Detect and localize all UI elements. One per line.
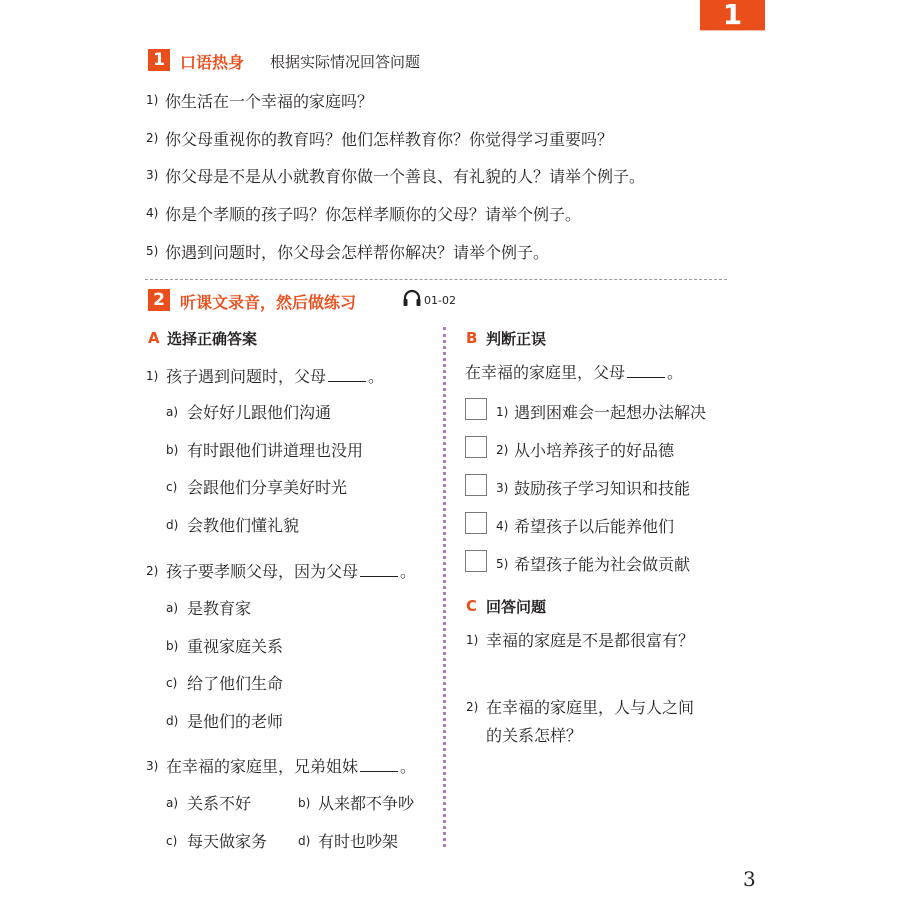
partA-q2-option-label: a) [166,601,179,615]
partB-checkbox[interactable] [465,512,487,534]
partA-q2-stem: 孩子要孝顺父母，因为父母 。 [166,562,417,581]
page-number: 3 [743,867,756,891]
partB-title: 判断正误 [486,330,547,348]
chapter-tab: 1 [700,0,765,30]
column-divider [443,327,446,847]
partB-item-number: 2) [496,443,509,457]
partA-q2-option-text: 重视家庭关系 [187,637,284,656]
partC-letter: C [466,597,478,615]
section1-number: 1 [148,49,170,71]
partA-q1-option-label: a) [166,405,179,419]
partB-item-number: 5) [496,557,509,571]
partA-q1-option-label: d) [166,518,179,532]
section1-subtitle: 根据实际情况回答问题 [270,53,421,71]
partA-q2-option-text: 是教育家 [187,599,252,618]
partA-q1-option-text: 会教他们懂礼貌 [187,516,300,535]
partB-checkbox[interactable] [465,550,487,572]
partB-item-text: 从小培养孩子的好品德 [514,441,675,460]
partA-q2-number: 2) [146,564,159,578]
partA-q1-option-text: 会跟他们分享美好时光 [187,478,348,497]
s1-q3-text: 你父母是不是从小就教育你做一个善良、有礼貌的人？请举个例子。 [165,167,646,186]
partB-item-text: 遇到困难会一起想办法解决 [514,403,707,422]
partA-q1-option-text: 有时跟他们讲道理也没用 [187,441,364,460]
partA-q1-number: 1) [146,369,159,383]
partB-item-number: 3) [496,481,509,495]
partA-letter: A [148,329,160,347]
s1-q1-number: 1) [146,93,159,107]
partA-q3-option-text: 从来都不争吵 [318,794,415,813]
partB-item-text: 希望孩子以后能养他们 [514,517,675,536]
partA-title: 选择正确答案 [167,330,258,348]
partA-q3-option-label: a) [166,796,179,810]
section-divider [145,279,727,280]
partA-q2-option-text: 是他们的老师 [187,712,284,731]
s1-q5-number: 5) [146,244,159,258]
partA-q1-stem: 孩子遇到问题时，父母 。 [166,367,385,386]
s1-q5-text: 你遇到问题时，你父母会怎样帮你解决？请举个例子。 [165,243,550,262]
partB-item-number: 1) [496,405,509,419]
headphones-icon [402,289,422,307]
partA-q3-option-label: d) [298,834,311,848]
partC-q2-text-line1: 在幸福的家庭里，人与人之间 [486,698,695,717]
partA-q3-option-label: b) [298,796,311,810]
partB-item-text: 鼓励孩子学习知识和技能 [514,479,691,498]
partA-q2-option-text: 给了他们生命 [187,674,284,693]
partA-q2-option-label: d) [166,714,179,728]
partA-q1-option-text: 会好好儿跟他们沟通 [187,403,332,422]
audio-track-code: 01-02 [424,294,456,307]
partA-q2-option-label: b) [166,639,179,653]
partA-q3-option-text: 关系不好 [187,794,252,813]
partB-letter: B [466,329,478,347]
partC-q1-number: 1) [466,633,479,647]
partB-checkbox[interactable] [465,398,487,420]
partA-q3-option-text: 有时也吵架 [318,832,399,851]
section2-title: 听课文录音，然后做练习 [180,293,357,312]
partA-q1-option-label: c) [166,480,178,494]
partC-title: 回答问题 [486,598,547,616]
partA-q3-option-label: c) [166,834,178,848]
s1-q2-text: 你父母重视你的教育吗？他们怎样教育你？你觉得学习重要吗？ [165,130,614,149]
s1-q4-number: 4) [146,206,159,220]
partC-q2-number: 2) [466,700,479,714]
partB-stem: 在幸福的家庭里，父母 。 [465,363,684,382]
s1-q4-text: 你是个孝顺的孩子吗？你怎样孝顺你的父母？请举个例子。 [165,205,582,224]
partB-checkbox[interactable] [465,436,487,458]
partA-q3-number: 3) [146,759,159,773]
s1-q2-number: 2) [146,131,159,145]
partA-q3-option-text: 每天做家务 [187,832,268,851]
partB-item-text: 希望孩子能为社会做贡献 [514,555,691,574]
partB-checkbox[interactable] [465,474,487,496]
partC-q2-text-line2: 的关系怎样？ [486,726,583,745]
partA-q3-stem: 在幸福的家庭里，兄弟姐妹 。 [166,757,417,776]
s1-q1-text: 你生活在一个幸福的家庭吗？ [165,92,374,111]
partC-q1-text: 幸福的家庭是不是都很富有？ [486,631,695,650]
partB-item-number: 4) [496,519,509,533]
partA-q2-option-label: c) [166,676,178,690]
partA-q1-option-label: b) [166,443,179,457]
section1-title: 口语热身 [180,53,245,72]
s1-q3-number: 3) [146,168,159,182]
section2-number: 2 [148,289,170,311]
